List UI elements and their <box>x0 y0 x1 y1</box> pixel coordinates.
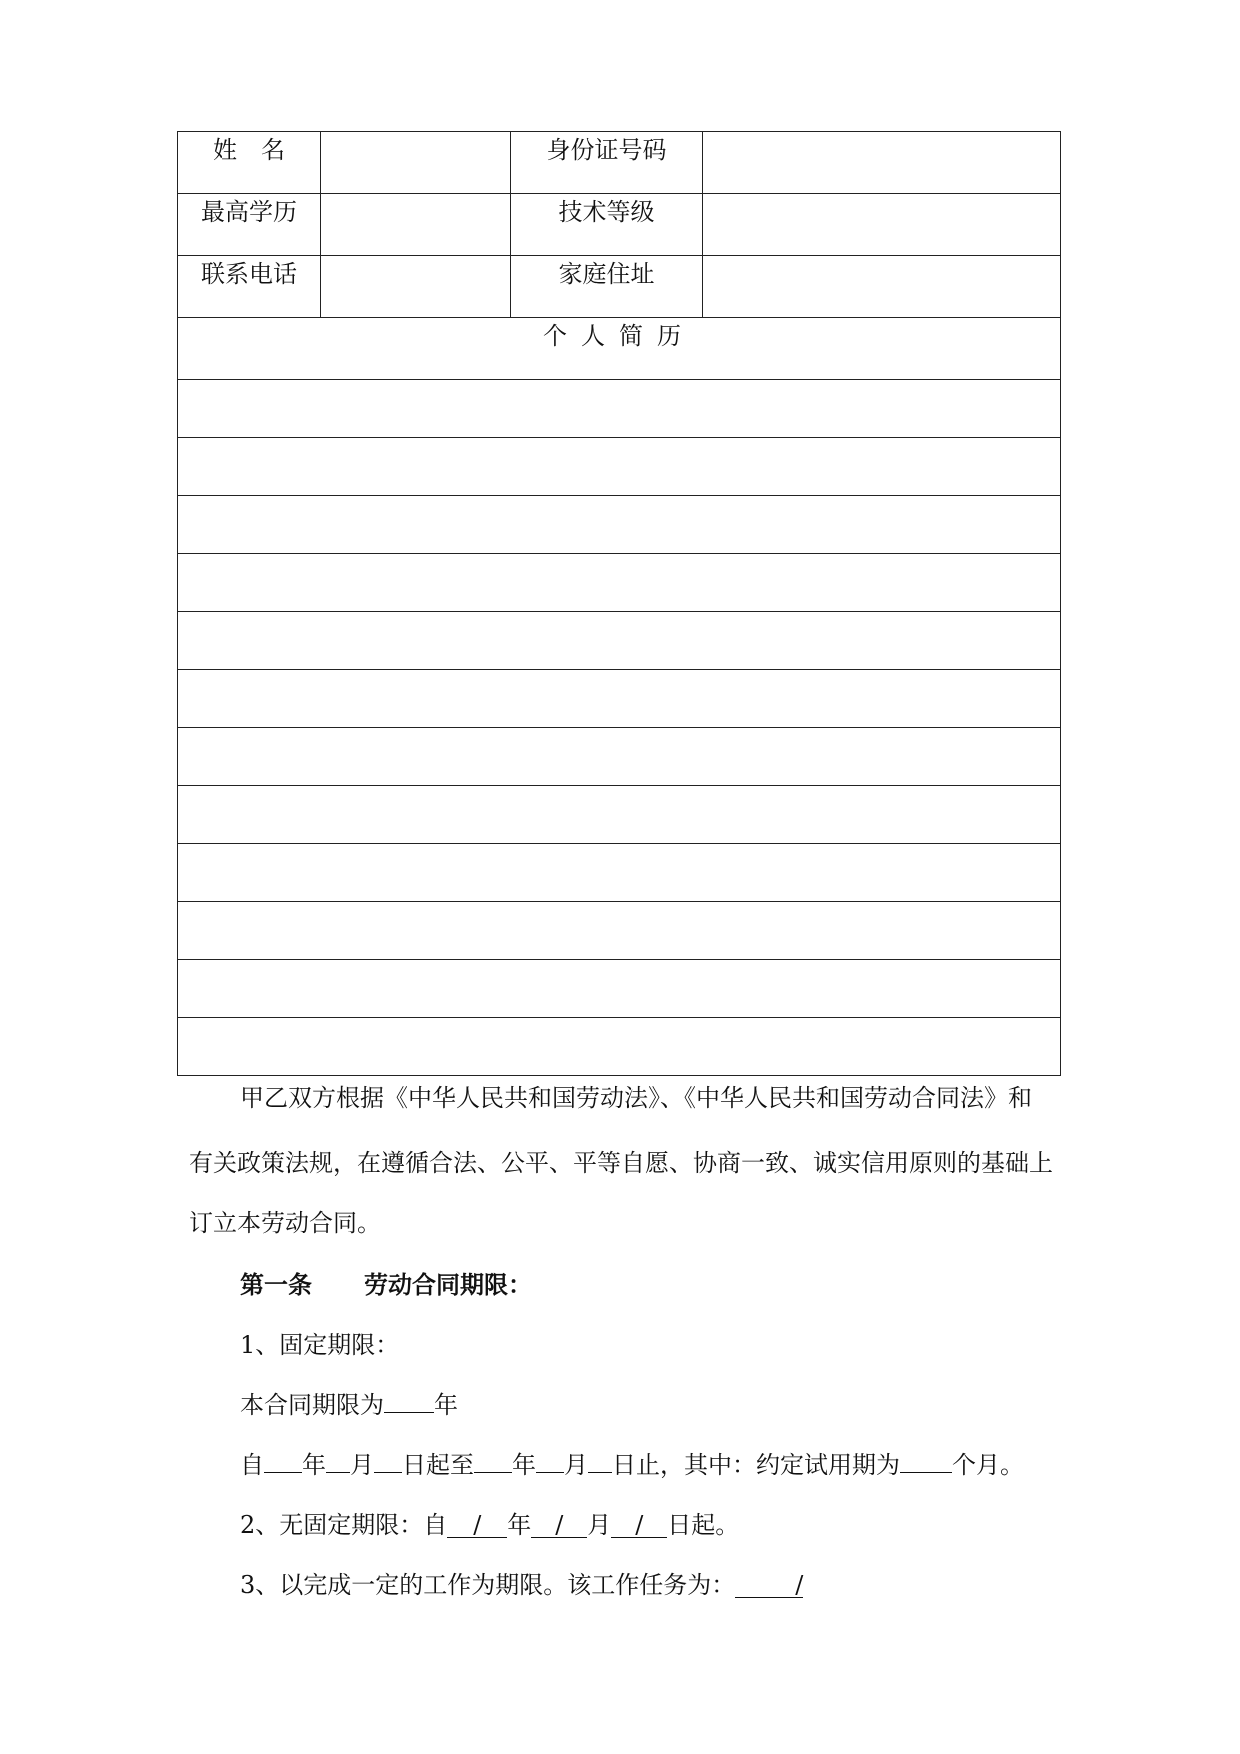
intro-paragraph-line-2: 有关政策法规，在遵循合法、公平、平等自愿、协商一致、诚实信用原则的基础上 <box>189 1149 1053 1177</box>
open-ended-term-line: 2、无固定期限：自 / 年 / 月 / 日起。 <box>240 1511 740 1539</box>
resume-entry-cell[interactable] <box>178 1018 1061 1076</box>
table-row <box>178 496 1061 554</box>
resume-entry-cell[interactable] <box>178 380 1061 438</box>
table-row <box>178 380 1061 438</box>
resume-entry-cell[interactable] <box>178 960 1061 1018</box>
education-value-cell[interactable] <box>321 194 511 256</box>
phone-label: 联系电话 <box>178 256 321 318</box>
start-month-blank[interactable] <box>326 1446 350 1473</box>
table-row <box>178 256 1061 318</box>
skill-level-value-cell[interactable] <box>703 194 1061 256</box>
education-label: 最高学历 <box>178 194 321 256</box>
table-row <box>178 960 1061 1018</box>
intro-paragraph-line-3: 订立本劳动合同。 <box>189 1209 381 1237</box>
resume-entry-cell[interactable] <box>178 902 1061 960</box>
article-title: 劳动合同期限： <box>364 1271 532 1299</box>
term-years-blank[interactable] <box>384 1386 434 1413</box>
address-value-cell[interactable] <box>703 256 1061 318</box>
resume-entry-cell[interactable] <box>178 612 1061 670</box>
end-day-blank[interactable] <box>588 1446 612 1473</box>
contract-term-line: 本合同期限为 年 <box>240 1385 458 1420</box>
id-number-value-cell[interactable] <box>703 132 1061 194</box>
table-row <box>178 786 1061 844</box>
task-description-blank[interactable]: / <box>735 1571 803 1598</box>
intro-paragraph-line-1: 甲乙双方根据《中华人民共和国劳动法》、《中华人民共和国劳动合同法》和 <box>240 1084 1032 1112</box>
phone-value-cell[interactable] <box>321 256 511 318</box>
open-day-blank[interactable]: / <box>611 1511 667 1538</box>
open-year-blank[interactable]: / <box>447 1511 507 1538</box>
task-term-line: 3、以完成一定的工作为期限。该工作任务为： / <box>240 1571 804 1599</box>
end-month-blank[interactable] <box>536 1446 564 1473</box>
start-day-blank[interactable] <box>374 1446 402 1473</box>
table-row <box>178 728 1061 786</box>
article-heading <box>240 1265 532 1300</box>
item-1-label: 1、固定期限： <box>240 1331 400 1359</box>
resume-section-title: 个人简历 <box>178 318 1061 380</box>
table-row <box>178 1018 1061 1076</box>
table-row <box>178 844 1061 902</box>
resume-entry-cell[interactable] <box>178 844 1061 902</box>
table-row <box>178 670 1061 728</box>
probation-months-blank[interactable] <box>900 1446 952 1473</box>
resume-entry-cell[interactable] <box>178 438 1061 496</box>
open-month-blank[interactable]: / <box>531 1511 587 1538</box>
end-year-blank[interactable] <box>474 1446 512 1473</box>
id-number-label: 身份证号码 <box>511 132 703 194</box>
table-row <box>178 438 1061 496</box>
table-row <box>178 612 1061 670</box>
skill-level-label: 技术等级 <box>511 194 703 256</box>
resume-entry-cell[interactable] <box>178 786 1061 844</box>
resume-entry-cell[interactable] <box>178 670 1061 728</box>
contract-dates-line: 自 年 月 日起至 年 月 日止，其中：约定试用期为 个月。 <box>240 1445 1024 1480</box>
resume-entry-cell[interactable] <box>178 728 1061 786</box>
table-row <box>178 194 1061 256</box>
table-row <box>178 132 1061 194</box>
name-value-cell[interactable] <box>321 132 511 194</box>
article-number: 第一条 <box>240 1271 312 1299</box>
start-year-blank[interactable] <box>264 1446 302 1473</box>
table-row <box>178 318 1061 380</box>
resume-table <box>177 131 1061 1076</box>
address-label: 家庭住址 <box>511 256 703 318</box>
resume-entry-cell[interactable] <box>178 554 1061 612</box>
table-row <box>178 554 1061 612</box>
name-label: 姓 名 <box>178 132 321 194</box>
table-row <box>178 902 1061 960</box>
resume-entry-cell[interactable] <box>178 496 1061 554</box>
